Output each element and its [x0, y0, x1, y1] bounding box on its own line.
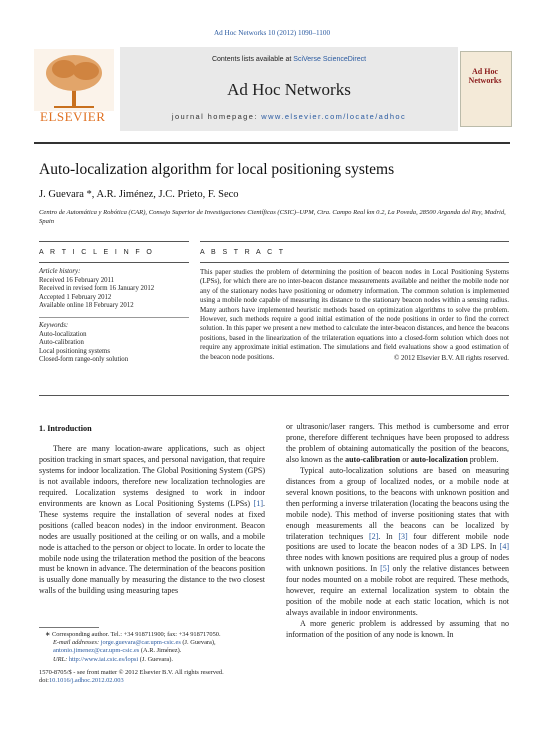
paragraph: [286, 422, 509, 466]
doi-line: [39, 677, 265, 685]
masthead-box: [120, 47, 458, 131]
email-note: [39, 639, 265, 655]
url-owner: (J. Guevara).: [138, 655, 173, 663]
abstract-rule-bottom: [200, 262, 509, 263]
paragraph-text: . These systems require the installation of several nodes at fixed positions (called beacon nodes) in the indoor environment. Beacon nodes are usually positioned at the ceiling or on walls, and a mobile node is attached to the person or object to locate. In order to locate the mobile node using the trilateration method the position of the beacons must be known in advance. The determination of the beacons position is usually done manually by measuring the distance to the two closest walls of the building using measuring tapes: [39, 498, 265, 596]
paragraph-text: problem.: [467, 454, 499, 464]
journal-cover-thumbnail: [460, 51, 512, 127]
citation-link[interactable]: [1]: [253, 498, 263, 508]
masthead-rule: [34, 142, 510, 144]
url-label: URL:: [53, 655, 68, 663]
url-link[interactable]: http://www.iai.csic.es/lopsi: [68, 655, 139, 663]
keyword-item: Auto-calibration: [39, 339, 84, 347]
paragraph-text: There are many location-aware applications, such as object position tracking in smart spaces, and personal navigation, that require systems for indoor localization. The Global Positioning System (GPS) is not available indoors, therefore new localization technologies are required. Localization systems designed to work in indoor environments are known as Local Positioning Systems (LPSs): [39, 444, 265, 508]
journal-homepage: [120, 112, 458, 121]
history-item: Available online 18 February 2012: [39, 302, 134, 310]
issn-line: 1570-8705/$ - see front matter © 2012 Elsevier B.V. All rights reserved.: [39, 668, 224, 676]
paragraph: [39, 444, 265, 597]
paragraph-text: A more generic problem is addressed by assuming that no information of the position of any node is known. In: [286, 619, 509, 640]
url-note: [39, 656, 265, 664]
abstract-heading: A B S T R A C T: [200, 249, 286, 256]
footnotes: [39, 631, 265, 685]
abstract-copyright: © 2012 Elsevier B.V. All rights reserved.: [393, 354, 509, 362]
paragraph: [286, 619, 509, 641]
abstract-text: This paper studies the problem of determining the position of beacon nodes in Local Positioning Systems (LPSs), for which there are no inter-beacon distance measurements available and neither the mobile node nor any of the stationary nodes have positioning or odometry information. The common solution is implemented using a mobile node capable of measuring its distance to the stationary beacon nodes within a sensing radius. Many authors have implemented heuristic methods based on optimization algorithms to solve the problem. However, such methods require a good initial estimation of the node positions in order to find the correct solution. In this paper we present a new method to calculate the inter-beacon distances, and hence the beacons positions, based in the linearization of the trilateration equations into a closed-form solution which does not require any approximate initial estimation. The simulations and field evaluations show a good estimation of the beacon node positions.: [200, 268, 509, 361]
abstract-end-rule: [39, 395, 509, 396]
contents-line: [120, 56, 458, 63]
paragraph-text: or: [400, 454, 411, 464]
section-heading: 1. Introduction: [39, 424, 92, 433]
citation-link[interactable]: [2]: [368, 531, 379, 541]
keyword-item: Closed-form range-only solution: [39, 356, 129, 364]
paragraph-text: three nodes with known positions are required plus a group of nodes with unknown positions. In: [286, 553, 509, 574]
sciverse-link[interactable]: SciVerse ScienceDirect: [293, 56, 367, 63]
email-owner: (A.R. Jiménez).: [139, 647, 182, 655]
citation-link[interactable]: [4]: [499, 542, 509, 552]
homepage-prefix: journal homepage:: [171, 112, 262, 121]
keywords-label: Keywords:: [39, 322, 69, 329]
paragraph-text: only the relative distances between four nodes mounted on a mobile robot are required. These methods, however, require an external localization system to obtain the position of the mobile node at each static location, which is not always available in indoor environments.: [286, 564, 509, 618]
paragraph-text: . In: [378, 531, 399, 541]
history-item: Received 16 February 2011: [39, 276, 115, 284]
article-info-heading: A R T I C L E I N F O: [39, 249, 155, 256]
article-title: Auto-localization algorithm for local positioning systems: [39, 161, 395, 178]
history-item: Received in revised form 16 January 2012: [39, 285, 155, 293]
journal-masthead: [34, 47, 510, 139]
contents-prefix: Contents lists available at: [211, 56, 294, 63]
corresponding-author-note: ∗ Corresponding author. Tel.: +34 918711900; fax: +34 918717050.: [45, 631, 221, 638]
email-label: E-mail addresses:: [53, 639, 100, 647]
info-rule-bottom: [39, 262, 189, 263]
paragraph-text: or ultrasonic/laser rangers. This method is cumbersome and error prone, therefore different techniques have been proposed to address the problem of obtaining automatically the position of the beacons, also known as the: [286, 422, 509, 464]
doi-prefix: doi:: [39, 677, 49, 685]
journal-title: Ad Hoc Networks: [227, 80, 351, 99]
homepage-link[interactable]: www.elsevier.com/locate/adhoc: [261, 112, 407, 121]
email-link[interactable]: jorge.guevara@car.upm-csic.es: [100, 639, 181, 647]
history-item: Accepted 1 February 2012: [39, 293, 112, 301]
emphasis-term: auto-localization: [410, 454, 468, 464]
article-authors: J. Guevara *, A.R. Jiménez, J.C. Prieto, F. Seco: [39, 189, 239, 200]
publisher-wordmark: ELSEVIER: [40, 109, 106, 124]
info-divider: [39, 317, 189, 318]
abstract-rule-top: [200, 241, 509, 242]
keyword-item: Auto-localization: [39, 330, 87, 338]
footnote-rule: [39, 627, 99, 628]
paragraph: [286, 466, 509, 619]
email-link[interactable]: antonio.jimenez@car.upm-csic.es: [53, 647, 140, 655]
info-rule-top: [39, 241, 189, 242]
author-affiliation: Centro de Automática y Robótica (CAR), Consejo Superior de Investigaciones Científicas (CSIC)–UPM, Ctra. Campo Real km 0.2, La Poveda, 28500 Arganda del Rey, Madrid, Spain: [39, 209, 506, 225]
citation-link[interactable]: [5]: [380, 564, 390, 574]
cover-title: Ad Hoc Networks: [468, 67, 502, 85]
emphasis-term: auto-calibration: [345, 454, 401, 464]
paragraph-text: four different mobile node positions are used to locate the beacon nodes of a 3D LPS. In: [286, 531, 509, 552]
citation-link[interactable]: [3]: [398, 531, 408, 541]
paragraph-text: Typical auto-localization solutions are based on measuring distances from a group of localized nodes, or a mobile node at several known positions, to the beacons with unknown position and then performing a inverse trilateration (locating the beacons using the mobile node). This method of inverse positioning states that with enough measurements all the beacons can be localized by trilateration techniques: [286, 465, 509, 541]
journal-reference[interactable]: Ad Hoc Networks 10 (2012) 1090–1100: [213, 29, 331, 37]
left-column: [39, 444, 265, 597]
keyword-item: Local positioning systems: [39, 347, 110, 355]
email-owner: (J. Guevara),: [180, 639, 216, 647]
history-label: Article history:: [39, 268, 81, 275]
right-column: [286, 422, 509, 641]
article-history: [39, 268, 189, 311]
doi-link[interactable]: 10.1016/j.adhoc.2012.02.003: [48, 677, 124, 685]
keywords-block: [39, 322, 189, 365]
